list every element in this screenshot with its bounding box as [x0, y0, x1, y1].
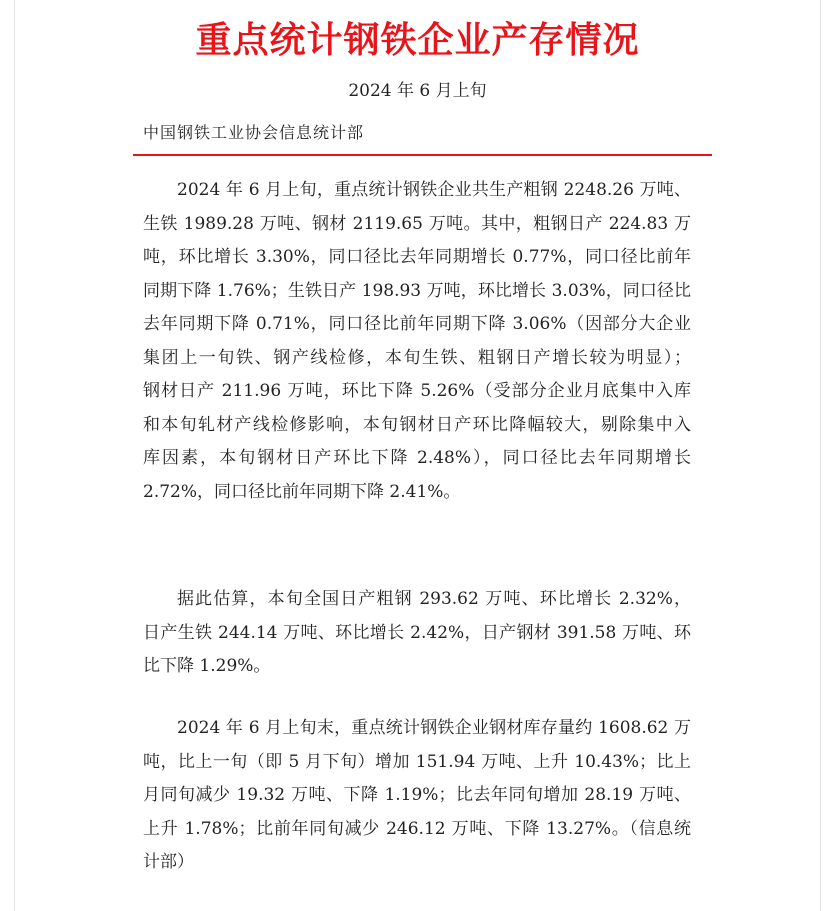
issuing-organization: 中国钢铁工业协会信息统计部 [143, 123, 365, 142]
paragraph-line: 计部） [143, 852, 194, 872]
paragraph-production [143, 174, 691, 509]
paragraph-line: 2024 年 6 月上旬末，重点统计钢铁企业钢材库存量约 1608.62 万 [177, 718, 691, 738]
red-divider [133, 154, 712, 156]
paragraph-line: 钢材日产 211.96 万吨，环比下降 5.26%（受部分企业月底集中入库 [143, 381, 691, 401]
paragraph-inventory [143, 712, 691, 880]
paragraph-line: 比下降 1.29%。 [143, 656, 271, 676]
paragraph-line: 2.72%，同口径比前年同期下降 2.41%。 [143, 481, 461, 502]
paragraph-national-estimate [143, 583, 691, 684]
paragraph-line: 上升 1.78%；比前年同旬减少 246.12 万吨、下降 13.27%。（信息统 [143, 818, 691, 839]
page-edge-left [14, 0, 15, 911]
document-title: 重点统计钢铁企业产存情况 [195, 19, 640, 61]
paragraph-line: 日产生铁 244.14 万吨、环比增长 2.42%，日产钢材 391.58 万吨、环 [143, 622, 691, 643]
paragraph-line: 吨，比上一旬（即 5 月下旬）增加 151.94 万吨、上升 10.43%；比上 [143, 751, 691, 772]
paragraph-line: 去年同期下降 0.71%，同口径比前年同期下降 3.06%（因部分大企业 [143, 314, 691, 334]
paragraph-line: 生铁 1989.28 万吨、钢材 2119.65 万吨。其中，粗钢日产 224.83 万 [143, 213, 691, 234]
paragraph-line: 2024 年 6 月上旬，重点统计钢铁企业共生产粗钢 2248.26 万吨、 [177, 180, 691, 200]
paragraph-line: 集团上一旬铁、钢产线检修，本旬生铁、粗钢日产增长较为明显）； [143, 347, 691, 368]
paragraph-line: 库因素，本旬钢材日产环比下降 2.48%），同口径比去年同期增长 [143, 448, 691, 468]
paragraph-line: 月同旬减少 19.32 万吨、下降 1.19%；比去年同旬增加 28.19 万吨、 [143, 785, 691, 805]
paragraph-line: 同期下降 1.76%；生铁日产 198.93 万吨，环比增长 3.03%，同口径比 [143, 280, 691, 301]
page-edge-right [820, 0, 821, 911]
paragraph-line: 吨，环比增长 3.30%，同口径比去年同期增长 0.77%，同口径比前年 [143, 247, 691, 267]
paragraph-line: 据此估算，本旬全国日产粗钢 293.62 万吨、环比增长 2.32%， [177, 589, 691, 609]
document-date: 2024 年 6 月上旬 [348, 81, 487, 101]
paragraph-line: 和本旬轧材产线检修影响，本旬钢材日产环比降幅较大，剔除集中入 [143, 414, 691, 435]
